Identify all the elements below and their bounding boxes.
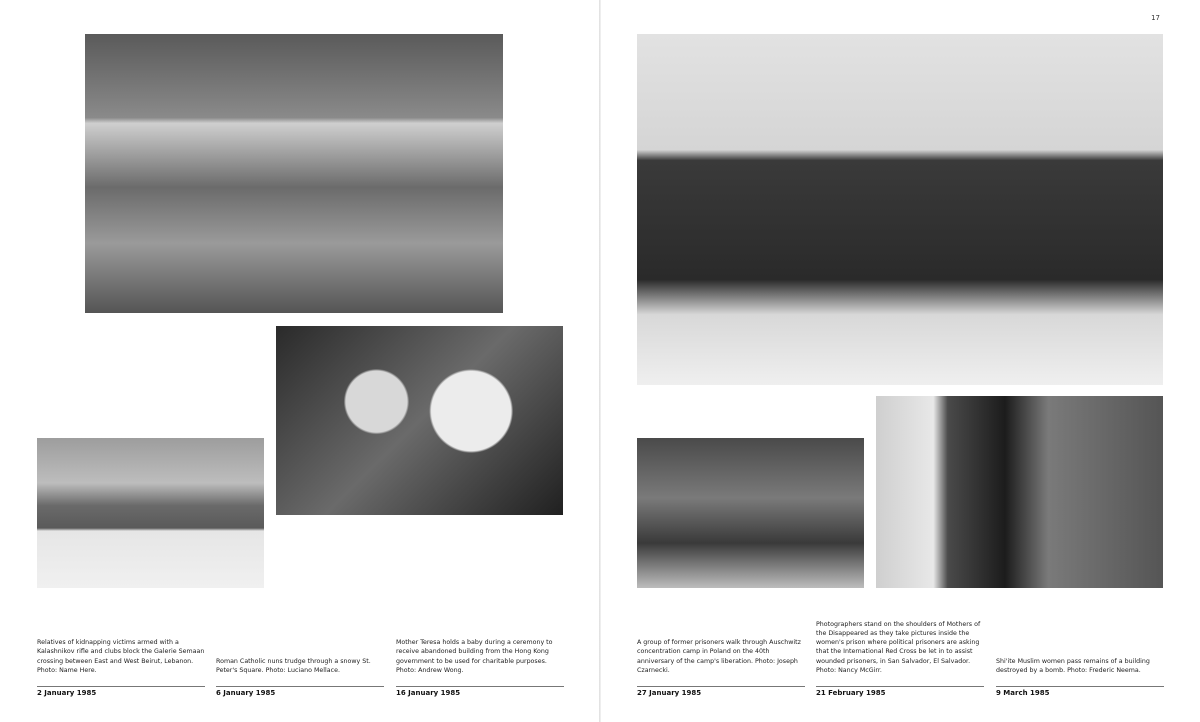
caption-block	[816, 600, 984, 722]
caption-text: A group of former prisoners walk through Auschwitz concentration camp in Poland on the 40th anniversary of the camp's liberation. Photo: Joseph Czarnecki.	[637, 639, 801, 674]
divider	[216, 686, 384, 687]
caption-text: Photographers stand on the shoulders of Mothers of the Disappeared as they take pictures inside the women's prison where political prisoners are asking that the International Red Cross be let in to assist wounded prisoners, in San Salvador, El Salvador. Photo: Nancy McGirr.	[816, 620, 981, 674]
photo-photographers-gate	[637, 438, 864, 588]
divider	[37, 686, 205, 687]
caption-block	[637, 600, 805, 722]
caption-text: Roman Catholic nuns trudge through a snowy St. Peter's Square. Photo: Luciano Mellace.	[216, 657, 371, 674]
caption-date: 6 January 1985	[216, 689, 276, 697]
caption-text: Mother Teresa holds a baby during a ceremony to receive abandoned building from the Hong Kong government to be used for charitable purposes. Photo: Andrew Wong.	[396, 639, 553, 674]
caption-block	[996, 600, 1164, 722]
caption-text: Relatives of kidnapping victims armed with a Kalashnikov rifle and clubs block the Galerie Semaan crossing between East and West Beirut, Lebanon. Photo: Name Here.	[37, 639, 205, 674]
divider	[996, 686, 1164, 687]
caption-date: 21 February 1985	[816, 689, 886, 697]
caption-block	[396, 600, 564, 722]
caption-block	[216, 600, 384, 722]
divider	[816, 686, 984, 687]
divider	[637, 686, 805, 687]
caption-date: 2 January 1985	[37, 689, 97, 697]
caption-date: 9 March 1985	[996, 689, 1050, 697]
caption-text: Shi'ite Muslim women pass remains of a building destroyed by a bomb. Photo: Frederic Neema.	[996, 657, 1150, 674]
divider	[396, 686, 564, 687]
caption-date: 16 January 1985	[396, 689, 461, 697]
photo-mother-teresa	[276, 326, 563, 515]
photo-st-peters-nuns	[37, 438, 264, 588]
photo-beirut-women	[85, 34, 503, 313]
caption-date: 27 January 1985	[637, 689, 702, 697]
page-spine	[599, 0, 601, 722]
page-number: 17	[1151, 14, 1160, 22]
photo-auschwitz-walk	[637, 34, 1163, 385]
photo-shiite-women	[876, 396, 1163, 588]
caption-block	[37, 600, 205, 722]
